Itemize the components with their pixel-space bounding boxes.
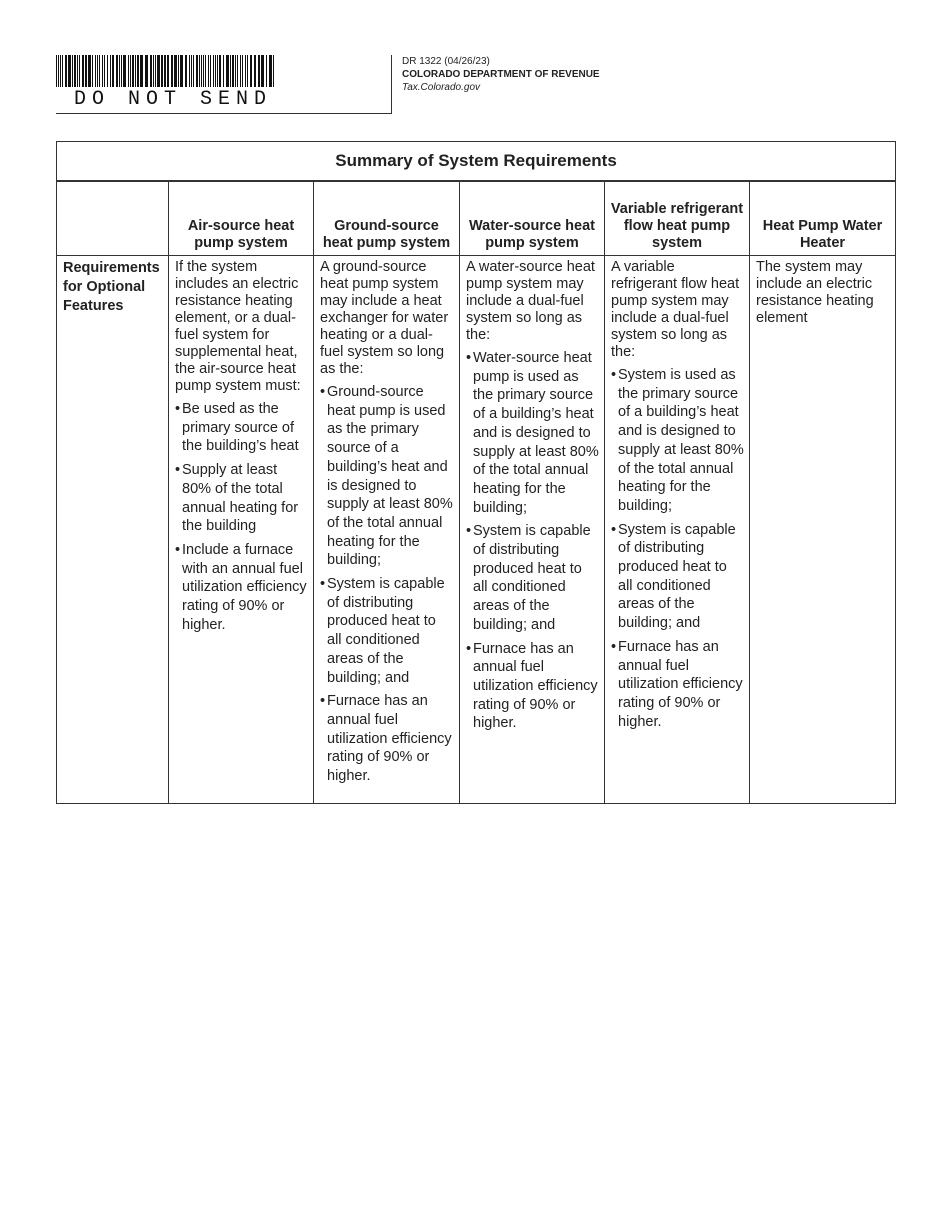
barcode-bar — [153, 55, 154, 87]
barcode-bar — [140, 55, 143, 87]
barcode-bar — [232, 55, 234, 87]
list-item-text: Include a furnace with an annual fuel utilization efficiency rating of 90% or higher. — [182, 541, 307, 633]
bullet-icon: • — [320, 693, 326, 710]
barcode-bar — [208, 55, 209, 87]
requirements-table — [56, 141, 896, 804]
barcode-bar — [82, 55, 84, 87]
bullet-list — [175, 400, 308, 634]
barcode-bar — [155, 55, 156, 87]
barcode-bar — [157, 55, 160, 87]
barcode-bar — [85, 55, 87, 87]
list-item-text: System is capable of distributing produced heat to all conditioned areas of the building; and — [327, 576, 445, 686]
barcode-bar — [68, 55, 71, 87]
list-item-text: Furnace has an annual fuel utilization efficiency rating of 90% or higher. — [618, 638, 743, 730]
table-cell — [169, 256, 314, 804]
barcode-bar — [171, 55, 173, 87]
barcode-bar — [161, 55, 163, 87]
barcode-bar — [62, 55, 63, 87]
barcode-bar — [65, 55, 67, 87]
list-item-text: Furnace has an annual fuel utilization efficiency rating of 90% or higher. — [327, 693, 452, 785]
barcode-bar — [174, 55, 177, 87]
list-item — [611, 521, 744, 633]
barcode-bar — [110, 55, 111, 87]
empty-corner-cell — [57, 181, 169, 256]
department-name: COLORADO DEPARTMENT OF REVENUE — [402, 69, 600, 80]
column-header: Variable refrigerant flow heat pump system — [605, 181, 750, 256]
table-cell — [314, 256, 460, 804]
list-item-text: Water-source heat pump is used as the primary source of a building’s heat and is designed to supply at least 80% of the total annual heating for the building; — [473, 350, 599, 516]
list-item — [175, 400, 308, 456]
barcode-bar — [235, 55, 236, 87]
barcode-bar — [128, 55, 129, 87]
barcode-bar — [150, 55, 152, 87]
barcode-bar — [135, 55, 136, 87]
barcode-bar — [56, 55, 57, 87]
list-item — [466, 640, 599, 734]
form-info — [402, 55, 600, 94]
barcode-bar — [240, 55, 241, 87]
barcode-bar — [269, 55, 272, 87]
list-item-text: System is used as the primary source of a building’s heat and is designed to supply at least 80% of the total annual heating for the building; — [618, 367, 744, 514]
barcode-bar — [203, 55, 204, 87]
barcode-bar — [97, 55, 98, 87]
barcode-bar — [132, 55, 134, 87]
column-header: Water-source heat pump system — [460, 181, 605, 256]
list-item-text: System is capable of distributing produced heat to all conditioned areas of the building; and — [473, 523, 591, 633]
bullet-icon: • — [320, 576, 326, 593]
bullet-icon: • — [175, 541, 181, 558]
bullet-icon: • — [611, 521, 617, 538]
column-header: Heat Pump Water Heater — [750, 181, 896, 256]
barcode-bar — [123, 55, 126, 87]
list-item — [320, 383, 454, 570]
barcode-bar — [191, 55, 192, 87]
barcode-bar — [92, 55, 93, 87]
barcode-bar — [99, 55, 100, 87]
bullet-icon: • — [611, 638, 617, 655]
bullet-icon: • — [175, 401, 181, 417]
bullet-icon: • — [466, 350, 472, 366]
barcode-bar — [226, 55, 229, 87]
barcode-bar — [137, 55, 139, 87]
bullet-list — [611, 366, 744, 731]
barcode-bar — [205, 55, 206, 87]
barcode-bar — [193, 55, 194, 87]
list-item-text: System is capable of distributing produced heat to all conditioned areas of the building; and — [618, 521, 736, 632]
header-row — [57, 181, 896, 256]
column-header: Ground-source heat pump system — [314, 181, 460, 256]
bullet-list — [320, 383, 454, 786]
list-item — [175, 461, 308, 536]
table-row — [57, 256, 896, 804]
bullet-icon: • — [611, 367, 617, 383]
barcode-bar — [261, 55, 264, 87]
column-header: Air-source heat pump system — [169, 181, 314, 256]
barcode-bar — [219, 55, 221, 87]
barcode-bar — [189, 55, 190, 87]
barcode-bar — [215, 55, 216, 87]
barcode-image — [56, 55, 276, 87]
barcode-bar — [107, 55, 108, 87]
barcode-bar — [245, 55, 246, 87]
form-number: DR 1322 (04/26/23) — [402, 56, 490, 67]
bullet-icon: • — [175, 462, 181, 479]
cell-intro: If the system includes an electric resistance heating element, or a dual-fuel system for supplemental heat, the air-source heat pump system must: — [175, 259, 301, 394]
barcode-label: DO NOT SEND — [74, 88, 273, 111]
barcode-bar — [72, 55, 73, 87]
table-cell — [750, 256, 896, 804]
website-link[interactable]: Tax.Colorado.gov — [402, 82, 481, 93]
barcode-bar — [201, 55, 202, 87]
barcode-bar — [185, 55, 187, 87]
barcode-bar — [116, 55, 118, 87]
barcode-bar — [242, 55, 243, 87]
barcode-bar — [180, 55, 183, 87]
barcode-block — [56, 55, 392, 114]
bullet-list — [466, 349, 599, 733]
bullet-icon: • — [320, 384, 326, 400]
list-item-text: Furnace has an annual fuel utilization efficiency rating of 90% or higher. — [473, 640, 598, 732]
barcode-bar — [164, 55, 166, 87]
list-item — [320, 692, 454, 786]
barcode-bar — [77, 55, 78, 87]
barcode-bar — [178, 55, 179, 87]
list-item — [611, 366, 744, 516]
cell-intro: The system may include an electric resistance heating element — [756, 259, 874, 326]
bullet-icon: • — [466, 640, 472, 657]
barcode-bar — [213, 55, 214, 87]
barcode-bar — [60, 55, 61, 87]
barcode-bar — [79, 55, 80, 87]
barcode-bar — [196, 55, 198, 87]
barcode-bar — [145, 55, 148, 87]
cell-intro: A variable refrigerant flow heat pump system may include a dual-fuel system so long as the: — [611, 259, 740, 360]
barcode-bar — [199, 55, 200, 87]
barcode-bar — [102, 55, 103, 87]
barcode-bar — [230, 55, 231, 87]
barcode-bar — [250, 55, 252, 87]
barcode-bar — [217, 55, 218, 87]
barcode-bar — [58, 55, 59, 87]
table-title: Summary of System Requirements — [57, 142, 896, 182]
header-divider — [391, 55, 392, 113]
barcode-bar — [119, 55, 120, 87]
barcode-bar — [95, 55, 96, 87]
barcode-bar — [223, 55, 224, 87]
row-label: Requirements for Optional Features — [57, 256, 169, 804]
bullet-icon: • — [466, 523, 472, 540]
barcode-bar — [167, 55, 169, 87]
list-item — [320, 575, 454, 687]
barcode-bar — [210, 55, 211, 87]
barcode-bar — [247, 55, 248, 87]
barcode-bar — [258, 55, 260, 87]
list-item-text: Supply at least 80% of the total annual heating for the building — [182, 462, 299, 535]
barcode-bar — [266, 55, 267, 87]
barcode-bar — [104, 55, 105, 87]
barcode-bar — [112, 55, 114, 87]
list-item — [466, 522, 599, 634]
list-item — [611, 638, 744, 732]
list-item — [466, 349, 599, 517]
list-item — [175, 541, 308, 635]
barcode-bar — [121, 55, 122, 87]
barcode-bar — [74, 55, 76, 87]
barcode-bar — [237, 55, 238, 87]
cell-intro: A ground-source heat pump system may include a heat exchanger for water heating or a dual-fuel system so long as the: — [320, 259, 449, 377]
barcode-bar — [273, 55, 274, 87]
list-item-text: Be used as the primary source of the building’s heat — [182, 401, 299, 455]
barcode-bar — [130, 55, 131, 87]
table-cell — [605, 256, 750, 804]
table-cell — [460, 256, 605, 804]
list-item-text: Ground-source heat pump is used as the primary source of a building’s heat and is designed to supply at least 80% of the total annual heating for the building; — [327, 384, 453, 569]
barcode-bar — [254, 55, 256, 87]
cell-intro: A water-source heat pump system may include a dual-fuel system so long as the: — [466, 259, 595, 343]
barcode-bar — [88, 55, 91, 87]
